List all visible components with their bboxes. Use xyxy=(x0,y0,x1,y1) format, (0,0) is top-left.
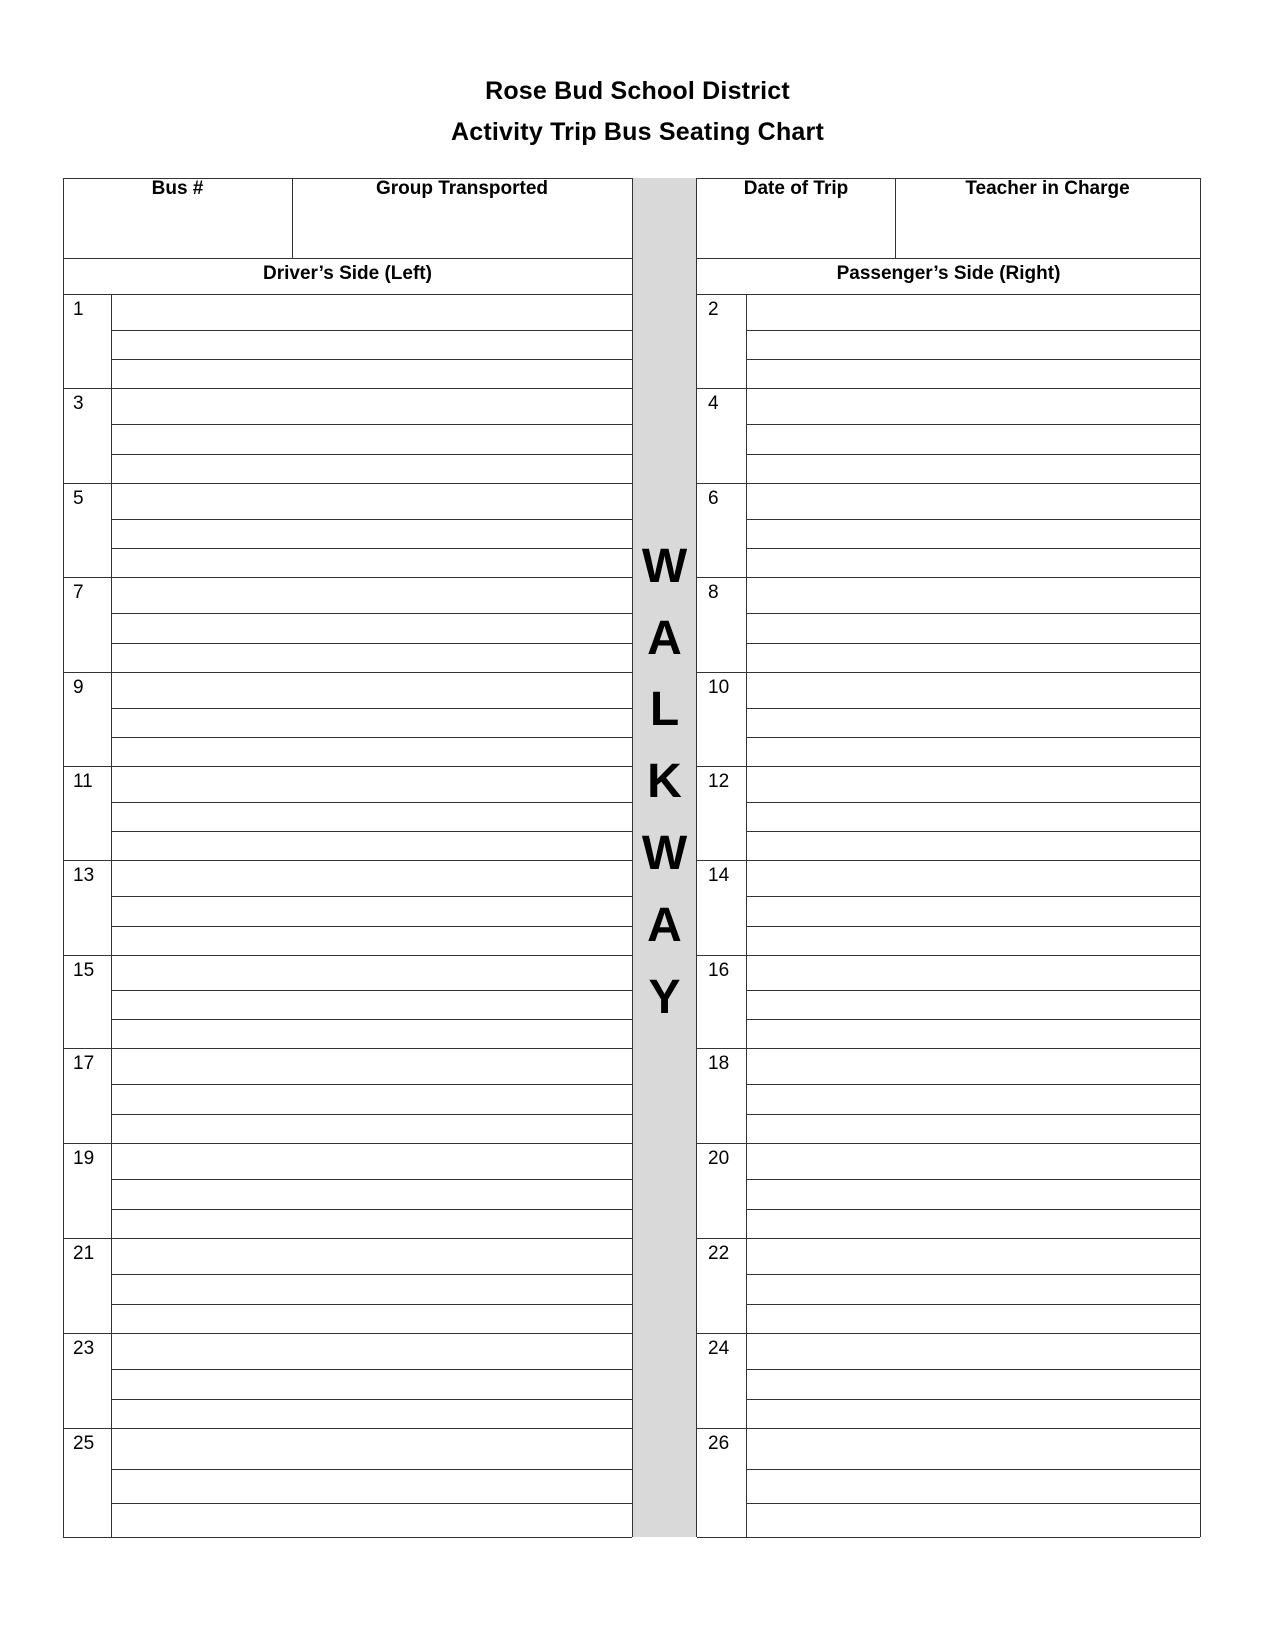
header-bottom xyxy=(697,258,1200,259)
name-line xyxy=(746,1179,1200,1180)
date-of-trip-label: Date of Trip xyxy=(743,178,849,199)
seat-number: 26 xyxy=(708,1433,730,1454)
seat-number: 4 xyxy=(708,393,719,414)
name-line xyxy=(746,548,1200,549)
name-line xyxy=(746,1369,1200,1370)
name-line xyxy=(746,737,1200,738)
name-line xyxy=(746,1304,1200,1305)
name-line xyxy=(746,454,1200,455)
seat-row-border xyxy=(697,1333,1200,1334)
seat-row-border xyxy=(63,1333,632,1334)
name-line xyxy=(746,519,1200,520)
table-border xyxy=(697,1537,1200,1538)
name-line xyxy=(111,613,632,614)
name-line xyxy=(746,896,1200,897)
seat-number: 14 xyxy=(708,865,730,886)
name-line xyxy=(111,548,632,549)
name-line xyxy=(746,831,1200,832)
name-line xyxy=(111,926,632,927)
name-line xyxy=(111,1019,632,1020)
seat-row-border xyxy=(697,955,1200,956)
seat-row-border xyxy=(63,860,632,861)
side-header-bottom xyxy=(697,294,1200,295)
name-line xyxy=(746,802,1200,803)
page-title: Rose Bud School District xyxy=(485,77,790,105)
seat-row-border xyxy=(697,860,1200,861)
name-line xyxy=(746,359,1200,360)
name-line xyxy=(111,643,632,644)
bus-number-label: Bus # xyxy=(151,178,204,199)
seat-row-border xyxy=(697,483,1200,484)
name-line xyxy=(111,1084,632,1085)
seat-row-border xyxy=(63,577,632,578)
name-line xyxy=(111,1369,632,1370)
walkway-letter: K xyxy=(647,755,682,808)
seat-number: 10 xyxy=(708,677,730,698)
seat-row-border xyxy=(697,577,1200,578)
seat-number: 23 xyxy=(73,1338,95,1359)
seat-row-border xyxy=(63,388,632,389)
seat-number: 17 xyxy=(73,1053,95,1074)
name-line xyxy=(111,990,632,991)
name-line xyxy=(746,1274,1200,1275)
seat-number: 21 xyxy=(73,1243,95,1264)
seat-row-border xyxy=(697,672,1200,673)
name-line xyxy=(746,1503,1200,1504)
name-line xyxy=(746,1084,1200,1085)
group-transported-label: Group Transported xyxy=(375,178,549,199)
seat-number: 7 xyxy=(73,582,84,603)
seat-number: 15 xyxy=(73,960,95,981)
name-line xyxy=(746,613,1200,614)
seat-number: 9 xyxy=(73,677,84,698)
seat-number: 12 xyxy=(708,771,730,792)
name-line xyxy=(111,831,632,832)
seat-number: 3 xyxy=(73,393,84,414)
name-line xyxy=(746,708,1200,709)
name-line xyxy=(746,424,1200,425)
seat-row-border xyxy=(63,483,632,484)
name-line xyxy=(746,990,1200,991)
name-line xyxy=(746,1469,1200,1470)
seat-number: 24 xyxy=(708,1338,730,1359)
seat-row-border xyxy=(63,955,632,956)
name-line xyxy=(111,737,632,738)
seat-row-border xyxy=(63,672,632,673)
name-line xyxy=(746,926,1200,927)
seat-row-border xyxy=(63,1048,632,1049)
seat-row-border xyxy=(697,388,1200,389)
seat-row-border xyxy=(697,1143,1200,1144)
name-line xyxy=(111,1274,632,1275)
name-line xyxy=(111,708,632,709)
seat-row-border xyxy=(697,1048,1200,1049)
seat-number-column xyxy=(746,294,747,1537)
seat-number: 20 xyxy=(708,1148,730,1169)
drivers-side-label: Driver’s Side (Left) xyxy=(263,263,432,284)
table-border xyxy=(1200,178,1201,1537)
seat-number: 19 xyxy=(73,1148,95,1169)
name-line xyxy=(746,1114,1200,1115)
name-line xyxy=(746,1019,1200,1020)
seat-row-border xyxy=(63,766,632,767)
name-line xyxy=(111,424,632,425)
seat-row-border xyxy=(63,1143,632,1144)
name-line xyxy=(111,1399,632,1400)
walkway-letter: W xyxy=(641,540,688,593)
name-line xyxy=(111,330,632,331)
name-line xyxy=(746,330,1200,331)
seat-number: 1 xyxy=(73,299,84,320)
seat-row-border xyxy=(697,1428,1200,1429)
seat-row-border xyxy=(697,766,1200,767)
name-line xyxy=(111,896,632,897)
side-header-bottom xyxy=(63,294,632,295)
name-line xyxy=(111,359,632,360)
name-line xyxy=(111,454,632,455)
seat-number: 11 xyxy=(73,771,93,792)
seat-row-border xyxy=(63,1238,632,1239)
seat-number: 6 xyxy=(708,488,719,509)
seat-number: 2 xyxy=(708,299,719,320)
page-subtitle: Activity Trip Bus Seating Chart xyxy=(451,118,824,146)
seat-number: 25 xyxy=(73,1433,95,1454)
seat-number: 22 xyxy=(708,1243,730,1264)
seat-number: 8 xyxy=(708,582,719,603)
name-line xyxy=(746,643,1200,644)
name-line xyxy=(111,1503,632,1504)
name-line xyxy=(111,519,632,520)
walkway-letter: Y xyxy=(648,971,681,1024)
walkway-letter: L xyxy=(649,683,680,736)
walkway-letter: A xyxy=(647,612,682,665)
name-line xyxy=(111,1304,632,1305)
name-line xyxy=(111,802,632,803)
seat-number: 13 xyxy=(73,865,95,886)
header-bottom xyxy=(63,258,632,259)
name-line xyxy=(746,1209,1200,1210)
name-line xyxy=(746,1399,1200,1400)
name-line xyxy=(111,1209,632,1210)
seat-row-border xyxy=(697,1238,1200,1239)
name-line xyxy=(111,1114,632,1115)
walkway-letter: W xyxy=(641,827,688,880)
seat-number-column xyxy=(111,294,112,1537)
passengers-side-label: Passenger’s Side (Right) xyxy=(836,263,1061,284)
teacher-in-charge-label: Teacher in Charge xyxy=(965,178,1130,199)
seat-number: 16 xyxy=(708,960,730,981)
name-line xyxy=(111,1469,632,1470)
name-line xyxy=(111,1179,632,1180)
seat-row-border xyxy=(63,1428,632,1429)
table-border xyxy=(63,1537,632,1538)
seat-number: 5 xyxy=(73,488,84,509)
walkway-letter: A xyxy=(647,899,682,952)
seat-number: 18 xyxy=(708,1053,730,1074)
